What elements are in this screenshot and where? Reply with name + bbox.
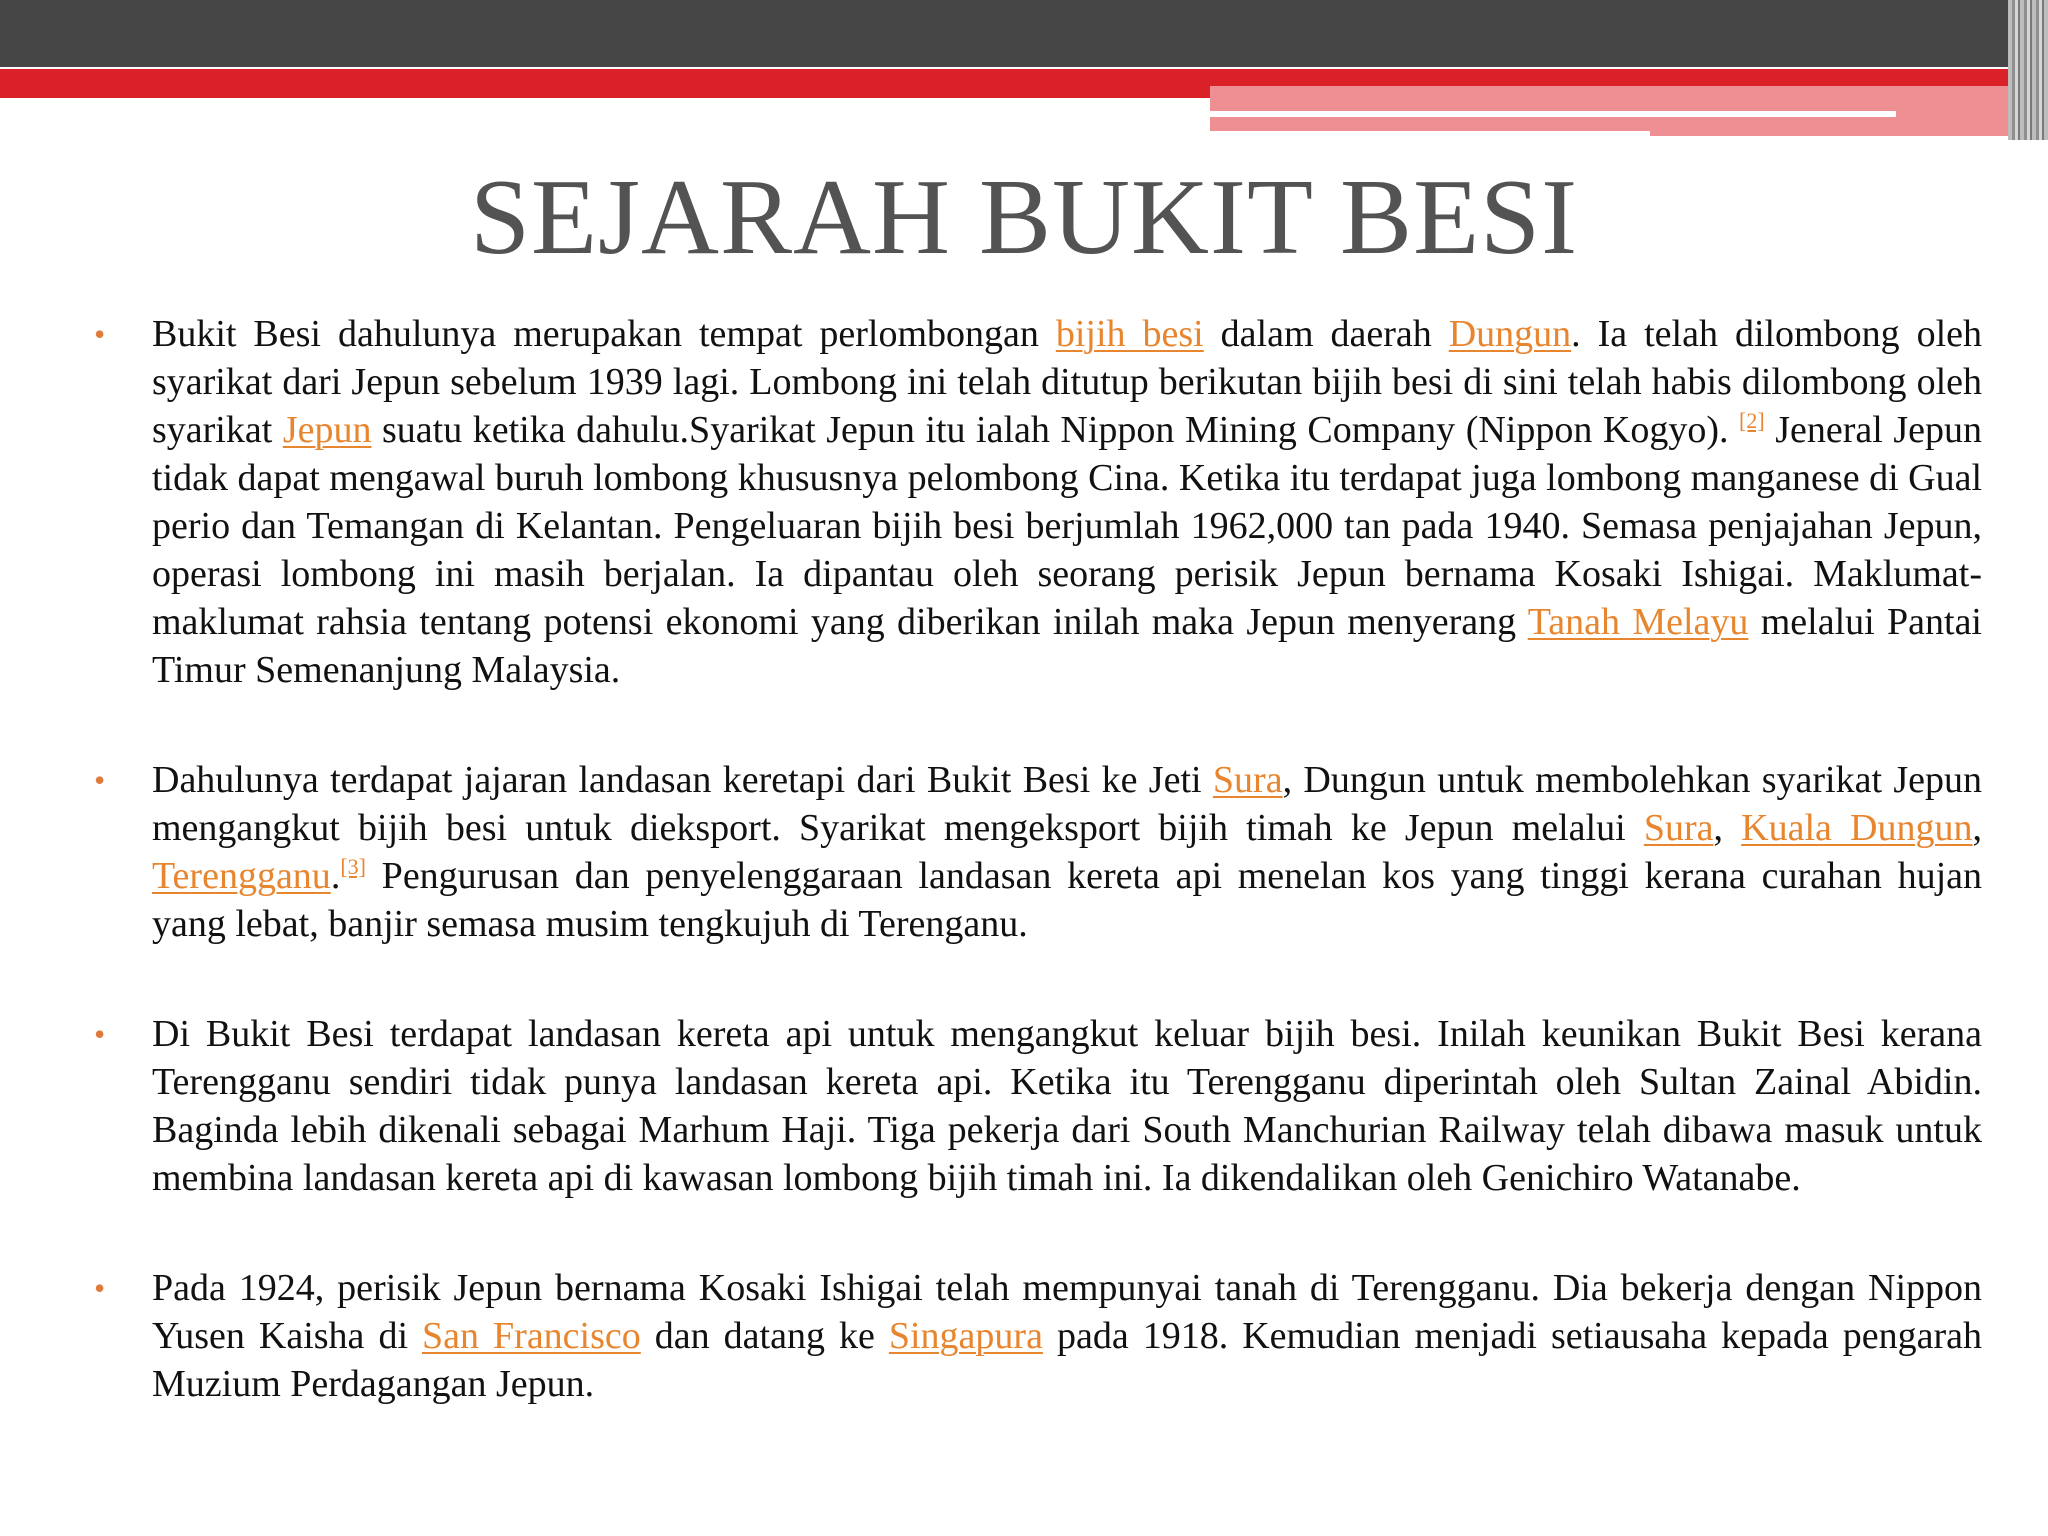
- text-segment: ,: [1972, 807, 1982, 849]
- text-segment: pada 1918. Kemudian menjadi setiausaha kepada pengarah Muzium Perdagangan Jepun.: [152, 1315, 1982, 1405]
- text-segment: melalui Pantai Timur Semenanjung Malaysia.: [152, 601, 1982, 691]
- bullet-icon: •: [94, 1016, 106, 1052]
- link-dungun[interactable]: Dungun: [1448, 313, 1572, 355]
- text-segment: suatu ketika dahulu.Syarikat Jepun itu ialah Nippon Mining Company (Nippon Kogyo).: [371, 409, 1740, 451]
- bullet-paragraph-1: [94, 310, 1982, 694]
- slide-body: [94, 310, 1982, 1470]
- bullet-paragraph-2: [94, 756, 1982, 948]
- slide-title: SEJARAH BUKIT BESI: [469, 158, 1579, 277]
- link-terengganu[interactable]: Terengganu: [152, 855, 331, 897]
- text-segment: Di Bukit Besi terdapat landasan kereta api untuk mengangkut keluar bijih besi. Inilah keunikan Bukit Besi kerana Terengganu sendiri tidak punya landasan kereta api. Ketika itu Terengganu diperintah oleh Sultan Zainal Abidin. Baginda lebih dikenali sebagai Marhum Haji. Tiga pekerja dari South Manchurian Railway telah dibawa masuk untuk membina landasan kereta api di kawasan lombong bijih timah ini. Ia dikendalikan oleh Genichiro Watanabe.: [152, 1013, 1982, 1199]
- header-red-band-left: [0, 86, 1210, 98]
- text-segment: .: [330, 855, 341, 897]
- text-segment: dalam daerah: [1203, 313, 1449, 355]
- link-kuala-dungun[interactable]: Kuala Dungun: [1741, 807, 1973, 849]
- bullet-icon: •: [94, 762, 106, 798]
- text-segment: Jeneral Jepun tidak dapat mengawal buruh lombong khususnya pelombong Cina. Ketika itu terdapat juga lombong manganese di Gual perio dan Temangan di Kelantan. Pengeluaran bijih besi berjumlah 1962,000 tan pada 1940. Semasa penjajahan Jepun, operasi lombong ini masih berjalan. Ia dipantau oleh seorang perisik Jepun bernama Kosaki Ishigai. Maklumat-maklumat rahsia tentang potensi ekonomi yang diberikan inilah maka Jepun menyerang: [152, 409, 1982, 643]
- bullet-paragraph-4: [94, 1264, 1982, 1408]
- bullet-icon: •: [94, 316, 106, 352]
- bullet-icon: •: [94, 1270, 106, 1306]
- text-segment: Dahulunya terdapat jajaran landasan keretapi dari Bukit Besi ke Jeti: [152, 759, 1213, 801]
- text-segment: Pada 1924, perisik Jepun bernama Kosaki Ishigai telah mempunyai tanah di Terengganu. Dia bekerja dengan Nippon Yusen Kaisha di: [152, 1267, 1982, 1357]
- text-segment: , Dungun untuk membolehkan syarikat Jepun mengangkut bijih besi untuk dieksport. Syarikat mengeksport bijih timah ke Jepun melalui: [152, 759, 1982, 849]
- link-jepun[interactable]: Jepun: [282, 409, 372, 451]
- header-red-band: [0, 69, 2048, 86]
- bullet-paragraph-3: [94, 1010, 1982, 1202]
- text-segment: Pengurusan dan penyelenggaraan landasan kereta api menelan kos yang tinggi kerana curahan hujan yang lebat, banjir semasa musim tengkujuh di Terenganu.: [152, 855, 1982, 945]
- reference-link-3[interactable]: [3]: [340, 854, 366, 879]
- text-segment: Bukit Besi dahulunya merupakan tempat perlombongan: [152, 313, 1056, 355]
- link-bijih-besi[interactable]: bijih besi: [1055, 313, 1204, 355]
- link-tanah-melayu[interactable]: Tanah Melayu: [1527, 601, 1749, 643]
- reference-link-2[interactable]: [2]: [1739, 408, 1765, 433]
- header-corner-stripes: [2008, 0, 2048, 140]
- link-san-francisco[interactable]: San Francisco: [422, 1315, 641, 1357]
- text-segment: ,: [1713, 807, 1742, 849]
- link-sura[interactable]: Sura: [1212, 759, 1283, 801]
- header-white-line: [1210, 111, 1896, 117]
- text-segment: dan datang ke: [640, 1315, 889, 1357]
- link-singapura[interactable]: Singapura: [888, 1315, 1043, 1357]
- header-dark-band: [0, 0, 2048, 67]
- header-white-step: [1210, 131, 1650, 139]
- text-segment: . Ia telah dilombong oleh syarikat dari Jepun sebelum 1939 lagi. Lombong ini telah ditutup berikutan bijih besi di sini telah habis dilombong oleh syarikat: [152, 313, 1983, 451]
- link-sura-2[interactable]: Sura: [1643, 807, 1714, 849]
